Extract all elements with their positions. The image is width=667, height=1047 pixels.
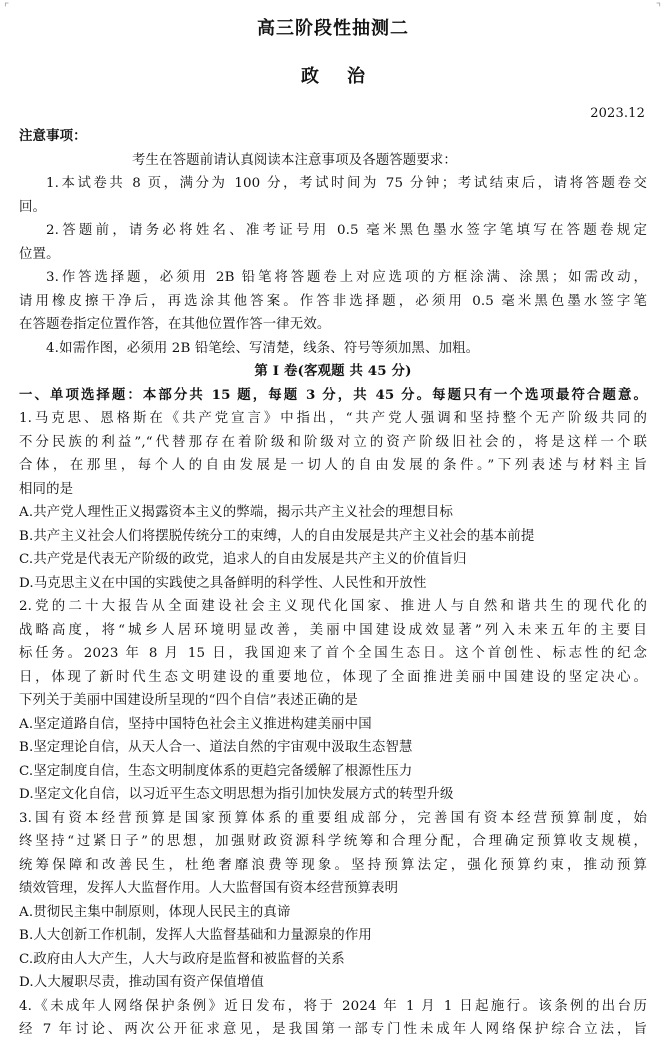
notice-item-3-cont2: 在答题卷指定位置作答，在其他位置作答一律无效。 [19,317,331,332]
question-2-option-c: C.坚定制度自信，生态文明制度体系的更趋完备缓解了根源性压力 [19,763,413,779]
notice-item-1: 1.本试卷共 8 页，满分为 100 分，考试时间为 75 分钟；考试结束后，请将答题卷交 [46,176,647,191]
question-4-stem: 经 7 年讨论、两次公开征求意见，是我国第一部专门性未成年人网络保护综合立法，旨 [19,1022,647,1037]
question-2-stem: 日，体现了新时代生态文明建设的重要地位，体现了全面推进美丽中国建设的坚定决心。 [19,669,647,685]
notice-intro: 考生在答题前请认真阅读本注意事项及各题答题要求： [132,152,457,168]
notice-item-1-cont: 回。 [19,199,47,215]
question-3-stem: 3.国有资本经营预算是国家预算体系的重要组成部分，完善国有资本经营预算制度，始 [19,810,647,826]
question-3-option-d: D.人大履职尽责，推动国有资产保值增值 [19,975,265,990]
notice-heading: 注意事项： [19,128,87,144]
question-1-option-d: D.马克思主义在中国的实践使之具备鲜明的科学性、人民性和开放性 [19,575,427,591]
question-2-stem: 2.党的二十大报告从全面建设社会主义现代化国家、推进人与自然和谐共生的现代化的 [19,599,647,614]
corner-mark-left: ⌜ [4,1,10,14]
exam-subject: 政治 [301,66,393,87]
question-3-option-a: A.贯彻民主集中制原则，体现人民民主的真谛 [19,904,291,920]
question-1-stem: 1.马克思、恩格斯在《共产党宣言》中指出，“共产党人强调和坚持整个无产阶级共同的 [19,411,647,426]
question-1-stem: 合体，在那里，每个人的自由发展是一切人的自由发展的条件。”下列表述与材料主旨 [19,458,647,473]
question-2-option-b: B.坚定理论自信，从天人合一、道法自然的宇宙观中汲取生态智慧 [19,740,413,755]
question-2-stem: 标任务。2023 年 8 月 15 日，我国迎来了首个全国生态日。这个首创性、标志性的纪念 [19,646,647,661]
question-1-stem: 相同的是 [19,481,74,497]
question-3-stem: 终坚持“过紧日子”的思想，加强财政资源科学统筹和合理分配，合理确定预算收支规模， [19,834,647,849]
question-1-option-a: A.共产党人理性正义揭露资本主义的弊端，揭示共产主义社会的理想目标 [19,505,453,520]
question-2-option-a: A.坚定道路自信，坚持中国特色社会主义推进构建美丽中国 [19,716,372,732]
section-instruction: 一、单项选择题：本部分共 15 题，每题 3 分，共 45 分。每题只有一个选项最符合题意。 [19,386,647,403]
question-1-option-c: C.共产党是代表无产阶级的政党，追求人的自由发展是共产主义的价值旨归 [19,552,467,567]
notice-item-2-cont: 位置。 [19,246,60,262]
question-3-option-c: C.政府由人大产生，人大与政府是监督和被监督的关系 [19,951,345,967]
notice-item-4: 4.如需作图，必须用 2B 铅笔绘、写清楚，线条、符号等须加黑、加粗。 [46,340,480,356]
question-2-stem: 战略高度，将“城乡人居环境明显改善，美丽中国建设成效显著”列入未来五年的主要目 [19,622,647,638]
question-3-stem: 统筹保障和改善民生，杜绝奢靡浪费等现象。坚持预算法定，强化预算约束，推动预算 [19,857,647,873]
exam-title: 高三阶段性抽测二 [257,18,409,39]
notice-item-2: 2.答题前，请务必将姓名、准考证号用 0.5 毫米黑色墨水签字笔填写在答题卷规定 [46,223,647,238]
exam-body [19,125,647,1042]
corner-mark-right: ⌝ [655,1,661,14]
section-title: 第 I 卷(客观题 共 45 分) [254,363,412,379]
notice-item-3-cont: 请用橡皮擦干净后，再选涂其他答案。作答非选择题，必须用 0.5 毫米黑色墨水签字笔 [19,293,647,309]
question-2-option-d: D.坚定文化自信，以习近平生态文明思想为指引加快发展方式的转型升级 [19,787,454,802]
notice-item-3: 3.作答选择题，必须用 2B 铅笔将答题卷上对应选项的方框涂满、涂黑；如需改动， [46,270,647,285]
question-3-option-b: B.人大创新工作机制，发挥人大监督基础和力量源泉的作用 [19,928,372,943]
question-1-stem: 不分民族的利益”,“代替那存在着阶级和阶级对立的资产阶级旧社会的，将是这样一个联 [19,434,647,450]
exam-date: 2023.12 [590,106,645,121]
question-3-stem: 绩效管理，发挥人大监督作用。人大监督国有资本经营预算表明 [19,881,399,896]
question-2-stem: 下列关于美丽中国建设所呈现的“四个自信”表述正确的是 [19,693,358,708]
question-4-stem: 4.《未成年人网络保护条例》近日发布，将于 2024 年 1 月 1 日起施行。该条例的出台历 [19,998,647,1014]
question-1-option-b: B.共产主义社会人们将摆脱传统分工的束缚，人的自由发展是共产主义社会的基本前提 [19,528,535,544]
